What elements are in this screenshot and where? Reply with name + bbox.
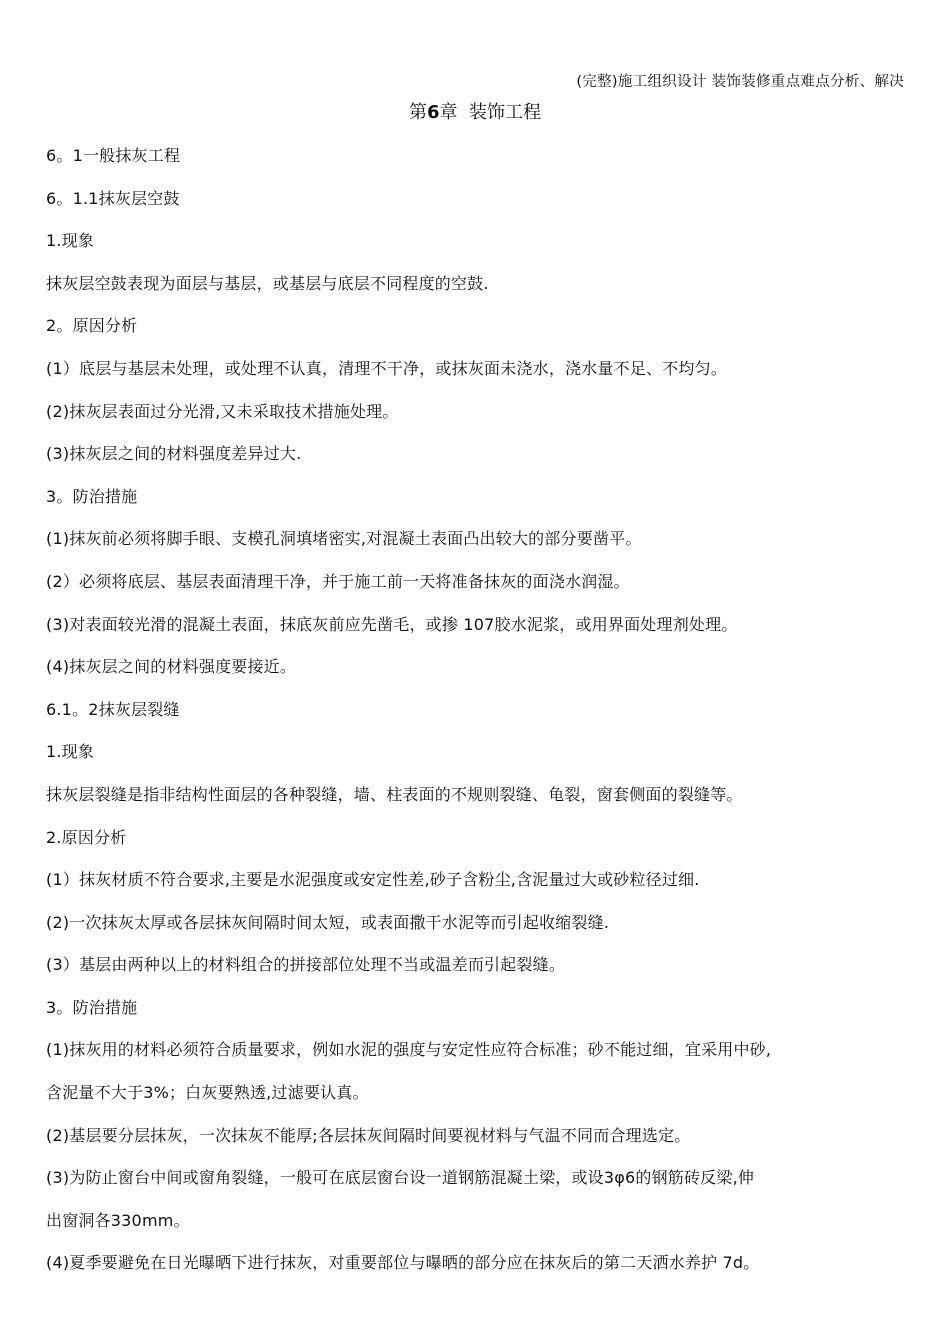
list-item: (2)基层要分层抹灰，一次抹灰不能厚;各层抹灰间隔时间要视材料与气温不同而合理选定。 [46,1125,691,1145]
item-heading: 2。原因分析 [46,316,138,336]
chapter-prefix: 第 [409,102,427,123]
item-heading: 3。防治措施 [46,486,138,506]
paragraph: 抹灰层空鼓表现为面层与基层，或基层与底层不同程度的空鼓. [46,273,489,293]
item-heading: 3。防治措施 [46,997,138,1017]
list-item: (3)为防止窗台中间或窗角裂缝，一般可在底层窗台设一道钢筋混凝土梁，或设3φ6的钢筋砖反梁,伸 [46,1168,755,1188]
list-item: (3）基层由两种以上的材料组合的拼接部位处理不当或温差而引起裂缝。 [46,955,566,975]
running-header: (完整)施工组织设计 装饰装修重点难点分析、解决 [576,74,904,90]
list-item-continuation: 含泥量不大于3%；白灰要熟透,过滤要认真。 [46,1083,369,1103]
list-item: (4)抹灰层之间的材料强度要接近。 [46,657,297,677]
chapter-name: 装饰工程 [468,102,541,123]
list-item: (2）必须将底层、基层表面清理干净，并于施工前一天将准备抹灰的面浇水润湿。 [46,571,630,591]
list-item: (1）抹灰材质不符合要求,主要是水泥强度或安定性差,砂子含粉尘,含泥量过大或砂粒径过细. [46,870,700,890]
list-item: (2)抹灰层表面过分光滑,又未采取技术措施处理。 [46,401,399,421]
list-item: (1）底层与基层未处理，或处理不认真，清理不干净，或抹灰面未浇水，浇水量不足、不均匀。 [46,358,728,378]
subsection-heading: 6。1.1抹灰层空鼓 [46,188,180,208]
list-item: (1)抹灰前必须将脚手眼、支模孔洞填堵密实,对混凝土表面凸出较大的部分要凿平。 [46,529,642,549]
list-item-continuation: 出窗洞各330mm。 [46,1210,190,1230]
chapter-suffix: 章 [439,102,458,123]
item-heading: 1.现象 [46,742,95,762]
subsection-heading: 6.1。2抹灰层裂缝 [46,699,180,719]
list-item: (3)抹灰层之间的材料强度差异过大. [46,444,302,464]
chapter-number: 6 [427,102,440,123]
chapter-title [0,98,950,124]
list-item: (3)对表面较光滑的混凝土表面，抹底灰前应先凿毛，或掺 107胶水泥浆，或用界面处理剂处理。 [46,614,738,634]
list-item: (4)夏季要避免在日光曝晒下进行抹灰，对重要部位与曝晒的部分应在抹灰后的第二天洒水养护 7d。 [46,1253,760,1273]
list-item: (2)一次抹灰太厚或各层抹灰间隔时间太短，或表面撒干水泥等而引起收缩裂缝. [46,912,610,932]
list-item: (1)抹灰用的材料必须符合质量要求，例如水泥的强度与安定性应符合标准；砂不能过细，宜采用中砂, [46,1040,772,1060]
paragraph: 抹灰层裂缝是指非结构性面层的各种裂缝，墙、柱表面的不规则裂缝、龟裂，窗套侧面的裂缝等。 [46,784,743,804]
item-heading: 2.原因分析 [46,827,127,847]
item-heading: 1.现象 [46,231,95,251]
section-heading: 6。1一般抹灰工程 [46,146,181,165]
document-body [46,135,908,1285]
